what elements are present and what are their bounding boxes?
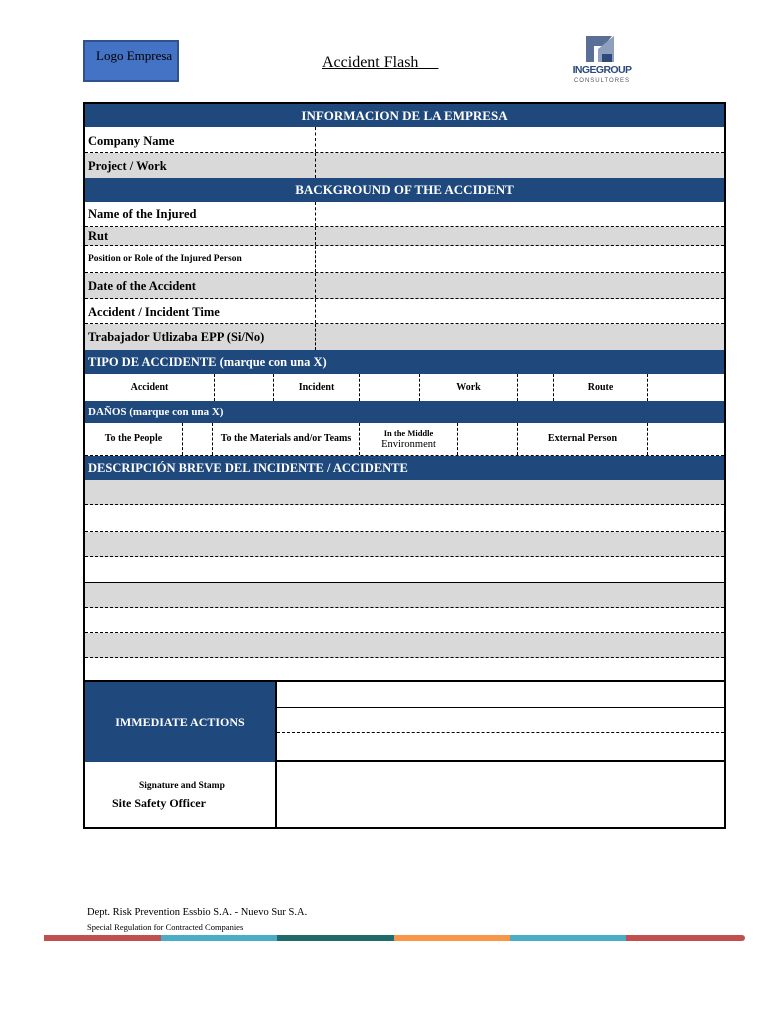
checkbox-accident[interactable]	[215, 374, 274, 401]
field-label: Trabajador Utlizaba EPP (Si/No)	[88, 330, 265, 344]
brand-name: INGEGROUP	[572, 64, 632, 76]
description-line-4[interactable]	[85, 557, 724, 583]
accident-form	[83, 102, 726, 829]
description-line-6[interactable]	[85, 608, 724, 633]
option-external-label: External Person	[518, 423, 648, 455]
checkbox-route[interactable]	[648, 374, 724, 401]
description-line-7[interactable]	[85, 633, 724, 658]
accident-date-row[interactable]	[85, 273, 724, 299]
footer-regulation: Special Regulation for Contracted Companies	[87, 922, 244, 932]
checkbox-incident[interactable]	[360, 374, 420, 401]
environment-line2: Environment	[381, 439, 436, 450]
description-line-3[interactable]	[85, 532, 724, 557]
rut-row[interactable]	[85, 227, 724, 246]
checkbox-work[interactable]	[518, 374, 554, 401]
option-environment-label	[360, 423, 458, 455]
action-line-1[interactable]	[277, 682, 724, 708]
section-heading-accident-type: TIPO DE ACCIDENTE (marque con una X)	[85, 350, 724, 374]
damages-row	[85, 423, 724, 456]
field-label: Accident / Incident Time	[88, 305, 220, 319]
section-heading-description: DESCRIPCIÓN BREVE DEL INCIDENTE / ACCIDENTE	[85, 456, 724, 480]
option-materials-label: To the Materials and/or Teams	[213, 423, 360, 455]
option-work-label: Work	[420, 374, 518, 401]
signature-label-cell	[85, 762, 275, 829]
checkbox-people[interactable]	[183, 423, 213, 455]
company-name-row[interactable]	[85, 127, 724, 153]
project-work-row[interactable]	[85, 153, 724, 178]
footer-stripe-segment	[161, 935, 277, 941]
footer-stripe-segment	[626, 935, 745, 941]
section-heading-damages: DAÑOS (marque con una X)	[85, 401, 724, 423]
option-route-label: Route	[554, 374, 648, 401]
description-line-8[interactable]	[85, 658, 724, 682]
description-line-2[interactable]	[85, 505, 724, 532]
footer-stripe-segment	[44, 935, 161, 941]
ingegroup-logo	[572, 32, 632, 90]
option-accident-label: Accident	[85, 374, 215, 401]
field-label: Project / Work	[88, 159, 167, 173]
field-label: Position or Role of the Injured Person	[88, 254, 242, 264]
position-role-row[interactable]	[85, 246, 724, 273]
description-line-1[interactable]	[85, 480, 724, 505]
accident-type-row	[85, 374, 724, 401]
injured-name-row[interactable]	[85, 202, 724, 227]
checkbox-external[interactable]	[648, 423, 724, 455]
accident-time-row[interactable]	[85, 299, 724, 324]
field-label: Name of the Injured	[88, 207, 197, 221]
field-label: Company Name	[88, 134, 175, 148]
company-logo-placeholder: Logo Empresa	[83, 40, 179, 82]
section-heading-company: INFORMACION DE LA EMPRESA	[85, 104, 724, 127]
immediate-actions-label: IMMEDIATE ACTIONS	[85, 682, 275, 762]
signature-stamp-label: Signature and Stamp	[139, 781, 225, 791]
section-heading-background: BACKGROUND OF THE ACCIDENT	[85, 178, 724, 202]
field-label: Rut	[88, 229, 109, 243]
ingegroup-mark-icon	[572, 32, 632, 66]
action-line-3[interactable]	[277, 733, 724, 760]
signature-area[interactable]	[275, 762, 724, 829]
environment-line1: In the Middle	[383, 428, 434, 438]
epp-row[interactable]	[85, 324, 724, 350]
footer-stripe-segment	[277, 935, 394, 941]
brand-subtitle: CONSULTORES	[573, 78, 631, 84]
footer-department: Dept. Risk Prevention Essbio S.A. - Nuevo Sur S.A.	[87, 907, 308, 918]
description-line-5[interactable]	[85, 583, 724, 608]
option-people-label: To the People	[85, 423, 183, 455]
immediate-actions-area	[275, 682, 724, 762]
site-safety-officer-label: Site Safety Officer	[112, 796, 206, 810]
footer-stripe-segment	[510, 935, 626, 941]
action-line-2[interactable]	[277, 708, 724, 733]
checkbox-environment[interactable]	[458, 423, 518, 455]
document-title: Accident Flash	[322, 54, 439, 71]
footer-stripe-segment	[394, 935, 510, 941]
field-label: Date of the Accident	[88, 279, 196, 293]
option-incident-label: Incident	[274, 374, 360, 401]
